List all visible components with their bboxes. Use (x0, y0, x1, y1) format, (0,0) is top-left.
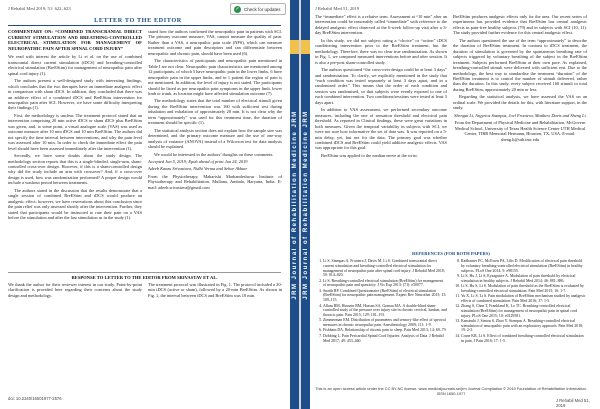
left-page (0, 0, 299, 409)
check-icon: ✓ (235, 5, 240, 12)
strip-accent (290, 40, 299, 54)
response-column-4 (453, 14, 587, 145)
paragraph: In this study, we did not subject rating a “choice” or “action” tDCS conditioning intervention prior to the BreEStim treatment, but the methodology. Therefore, there was no clear true randomisation. As shown in Fig. 1, we compared measured interventions before and after session. It is also a pre-post sham-controlled study. (315, 37, 447, 65)
right-page (301, 0, 600, 409)
author-signature: Adeeb Kanzu Srivastava, Nidhi Verma and Sehar Akhtar (148, 166, 248, 172)
references-column-1 (315, 259, 447, 344)
paragraph: BreEStim produces analgesic effects only for the area. Our recent series of experiments has provided evidence that BreEStim has central analgesic effects in pain-free healthy subjects (79) and in subjects with SCI (10, 11). The study provided further evidence for this central analgesic effect. (453, 14, 587, 36)
journal-side-strip (301, 0, 310, 409)
journal-citation: J Rehabil Med 2019; 51: 622–623 (8, 6, 71, 11)
page-number: J Rehabil Med 51, 2019 (556, 398, 590, 408)
paragraph: First, the methodology is unclear. The treatment protocol stated that an intervention comprising 20 min active tDCS or sham tDCS plus BreEStim was given, and, to some point, a visual analogue scale (VAS) was used as outcome measure after 10 min tDCS and 10 min BreEStim. The authors did not specify the time interval between interventions, and why the pain level was assessed after 10 min. In order to check the immediate effect the pain level should have been assessed immediately after the intervention (1). (8, 112, 142, 151)
paragraph: BreEStim was applied to the median nerve at the wrist. (321, 152, 418, 158)
reference-item: 12. Zhang S, Chen T, Frankland K, Lo TC. Breathing-controlled electrical stimulation (BreEStim) for management of neuropathic pain in spinal cord injury. PLoS One 2015; 10: e0129581. (461, 304, 587, 318)
document-type: LETTER TO THE EDITOR (94, 17, 182, 24)
letter-column-1 (8, 29, 142, 223)
accepted-date: Accepted Jun 5, 2019; Epub ahead of print Jun 24, 2019 (148, 158, 248, 164)
paragraph: We read with interest the article by Li et al. on the use of combined transcranial direct current stimulation (tDCS) and breathing-controlled electrical stimulation (BreEStim) for management of neuropathic pain after spinal cord injury (1). (8, 54, 142, 76)
strip-accent (301, 40, 310, 54)
journal-side-strip-text: JRM Journal of Rehabilitation Medicine JRM (291, 109, 298, 300)
author-affiliation: From the Physiotherapy, Maharishi Markandeshwar Institute of Physiotherapy and Rehabilitation, Mullana, Ambala, Haryana, India. E-mail: adeeb.srivastava@gmail.com (148, 173, 282, 190)
author-affiliation: From the Department of Physical Medicine and Rehabilitation, McGovern Medical School, University of Texas Health Science Center UTH Medical Center, TIRR Memorial Hermann, Houston, TX, USA. E-mail: sheng.li@uth.tmc.edu (454, 120, 586, 142)
reference-item: 10. Li S, Hu S, Li S. Modulation of pain threshold as the BreEStim is evaluated by breathing-controlled electrical stimulation. Pain Med 2015; 16: 1-7. (461, 284, 587, 294)
journal-side-strip-text: JRM Journal of Rehabilitation Medicine JRM (302, 109, 309, 300)
paragraph: The methodology states that the total number of electrical stimuli given during the BreEStim intervention was 160 with sufficient rest during inhalation and exhalation of approximately 20 min. It is not clear why the term “approximately” was used for this treatment time, the duration of treatment should be specific (1). (148, 98, 282, 126)
check-for-updates-label: Check for updates (244, 6, 281, 12)
paragraph: In addition to VAS assessment, we performed secondary outcome measures, including the rate of sensation threshold and electrical pain threshold. As reported in Clinical findings, these were great variations in both measures. Given the temporal variability in subjects with SCI, we were not sure how informative the set of data was. It was reported on a 5-min delay, yet, but not for the data. The primary goal was whether combined tDCS and BreEStim could yield additive analgesic effects. VAS was appropriate for this goal. (315, 107, 447, 151)
reference-item: 14. Crane KR, Li S. Effect of combined breathing-controlled electrical stimulation in pain. J Pain 2016; 17: 1-5. (461, 334, 587, 344)
author-signature: Shengai Li, Argyrios Stampas, Joel Frontera, Matthew Davis and Sheng Li (454, 112, 586, 118)
reference-item: 2. Li S. Breathing-controlled electrical stimulation (BreEStim) for management of neuropathic pain and spasticity. J Vis Exp 2013; (71): e50077. (323, 279, 447, 289)
paragraph: The “immediate” effect is a relative term. Assessment at “10 min” after an intervention could be reasonably called “immediate” with reference to the delayed analgesic effect observed at the 6-week follow-up visit after a 3-day BreEStim intervention. (315, 14, 447, 36)
paragraph: The authors questioned the use of the term “approximately” to describe the duration of BreEStim treatment. In contrast to tDCS treatment, the duration of stimulation is governed by the spontaneous breathing rate of subjects triggered by voluntary breathing of the subject in the BreEStim treatment. Subjects performed BreEStim at their own pace. As explained, breathing-controlled stimuli were delivered with sufficient rest. Due to the methodology, the best way to standardise the treatment “duration” of the BreEStim treatment is to control the number of stimuli delivered, rather than the duration. In this study, every subject received 160 stimuli in total during BreEStim, approximately 20 min or less. (453, 37, 587, 92)
reference-item: 9. Li S, Hu J, Li S, Eyzaguirre A. Modulation of pain threshold by electrical stimulation in healthy subjects. J Rehabil Med 2014; 46: 881–886. (461, 274, 587, 284)
reference-item: 1. Li S, Stampas A, Frontera J, Davis M, Li S. Combined transcranial direct current stimulation and breathing-controlled electrical stimulation for management of neuropathic pain after spinal cord injury. J Rehabil Med 2018; 50: 814–820. (323, 259, 447, 278)
paragraph: The authors stated in the discussion that the results demonstrate that a single session of combined BreEStim and tDCS would produce an analgesic effect; however, we have reservations about this conclusion since the pain relief was only assessed shortly after the intervention. Further, they stated that participants would be instructed to rate their pain on a VAS before the stimulation and after the last stimulation as in the study (1). (8, 187, 142, 221)
response-title: RESPONSE TO LETTER TO THE EDITOR FROM SRIVASTAV ET AL. (8, 272, 281, 280)
header-divider (8, 25, 281, 26)
paragraph: stated how the authors confirmed the neuropathic pain in patients with SCI. The primary outcome measure, VAS, cannot measure the quality of pain. Rather than a VAS, a neuropathic pain scale (NPS), which can measure treatment outcome and pain descriptors and can differentiate between neuropathic and chronic pain, should have been used (6). (148, 29, 282, 56)
reference-item: 6. Fishbain DA. Relationship of chronic pain to sleep. Pain Med 2013; 14: 69–79. (323, 328, 447, 333)
paragraph: We would be interested in the authors’ thoughts on these comments. (154, 151, 274, 157)
response-column-3 (315, 14, 447, 160)
reference-item: 5. Zimmerman EM. Distribution of parameters and sensory-like effect of spectral measures in chronic neuropathic pain. Anesthesiology 2009; 111: 1-9. (323, 318, 447, 328)
references-column-2 (453, 259, 587, 344)
paragraph: The authors questioned “the cross-over design could be at least 3 days” and randomisation. To clarify, we explicitly mentioned in the study that “each condition was tested separately at least 3 days apart, and in a randomised order.” This means that the order of each condition and session was randomised, so that subjects were evenly exposed to one of each combined intervention. Two conditions/sessions were tested at least 3 days apart. (315, 67, 447, 105)
paragraph: We thank the author for their reviewer interest in our study. Point-by-point clarification is provided here regarding their concerns about the study design and methodology. (8, 282, 142, 298)
reference-item: 13. Kaminski J, Simon S, Zhao Y, Stampas A. Breathing-controlled electrical stimulation of neuropathic pain with an exploratory approach. Pain Med 2018; 19: 2-3. (461, 319, 587, 333)
response-column-1 (8, 282, 142, 300)
reference-item: 3. Snaith RP. Combined Questionnaire (BreEStim) of electrical stimulation (BreEStim) for neuropathic pain management. Expert Rev Neurother 2015; 15: 109–115. (323, 289, 447, 303)
response-column-2 (148, 282, 282, 300)
paragraph: The characteristics of participants and neuropathic pain mentioned in Table I are not clear. Neuropathic pain characteristics are mentioned among 12 participants, of which 5 have neuropathic pain in the lower limbs, 6 have neuropathic pain in the upper limbs, and in 1 patient the region of pain is not mentioned. In addition, the level of injury is not stated. The participants should be listed as per neuropathic pain symptoms in the upper limb, lower limb or trunk, as location might have affected stimulation outcome (7). (148, 58, 282, 96)
paragraph: Regarding the statistical analysis, we have assessed the VAS on an ordinal scale. We provided the details for this, with literature support, in the study. (453, 94, 587, 111)
license-footer: This is an open access article under the CC BY-NC license. www.medicaljournals.se/jrm Journal Compilation © 2019 Foundation of Rehabilitation Information. ISSN 1650-1977 (315, 386, 587, 396)
reference-item: 4. Allam RM, Hussein RM, Hassan SA, Gomaa MA. A double-blind sham-controlled study of the pressure over injury site in chronic cervical, lumbar, and thoracic pain. Pain 2015; 129: 181–191. (323, 304, 447, 318)
reference-item: 7. Dobbing L. Pain Pericardial Spinal Cord Injuries: Analysis of Data. J Rehabil Med 2017; 49: 453–460. (323, 334, 447, 344)
reference-item: 11. Yu X, Li S. Li S. Pain modulation of BreEStim mechanism studied by analgesic effects of combined stimulation. Pain Med 2016; 17: 1-5. (461, 294, 587, 304)
paragraph: The statistical analysis section does not explain how the sample size was determined, and the primary outcome measure and the use of one-way analysis of variance (ANOVA) instead of a Wilcoxon test for data analysis should be explained. (148, 127, 282, 150)
letter-title: COMMENTARY ON: “COMBINED TRANSCRANIAL DIRECT CURRENT STIMULATION AND BREATHING-CONTROLLED ELECTRICAL STIMULATION FOR MANAGEMENT OF NEUROPATHIC PAIN AFTER SPINAL CORD INJURY” (8, 29, 142, 51)
journal-side-strip (290, 0, 299, 409)
journal-citation: J Rehabil Med 51, 2019 (315, 6, 360, 11)
paragraph: The authors present a well-designed study with interesting findings, which concludes that the two therapies have an immediate analgesic effect in comparison with sham tDCS. In addition, they concluded that there was an additive effect of a combined tDCS and BreEStim intervention for neuropathic pain after SCI. However, we have some difficulty interpreting their findings (1). (8, 78, 142, 111)
doi: doi: 10.2340/16501977-2576 (8, 396, 62, 401)
paragraph: The treatment protocol was illustrated in Fig. 1. The protocol included a 20-min tDCS (active or sham), followed by a 20-min BreEStim. As shown in Fig. 1, the interval between tDCS and BreEStim was 10 min. (148, 282, 282, 298)
check-for-updates-button[interactable] (230, 3, 286, 15)
reference-item: 8. Radharner PC, McEwen PA, Lilts D. Modification of electrical pain threshold by voluntary breathing-controlled electrical stimulation (BreEStim) in healthy subjects. PLoS One 2014; 9: e98155. (461, 259, 587, 273)
letter-column-2 (148, 29, 282, 193)
references-title: REFERENCES (FOR BOTH PAPERS) (412, 251, 490, 256)
paragraph: Secondly, we have some doubts about the study design. The methodology section reports that this is a single-blinded, single-arm, sham-controlled cross-over design. However, if this is a sham-controlled design why did the study include an arm with crossover? And, if a cross-over design is used, how was randomization performed? A proper design would include a washout period between treatments. (8, 153, 142, 186)
